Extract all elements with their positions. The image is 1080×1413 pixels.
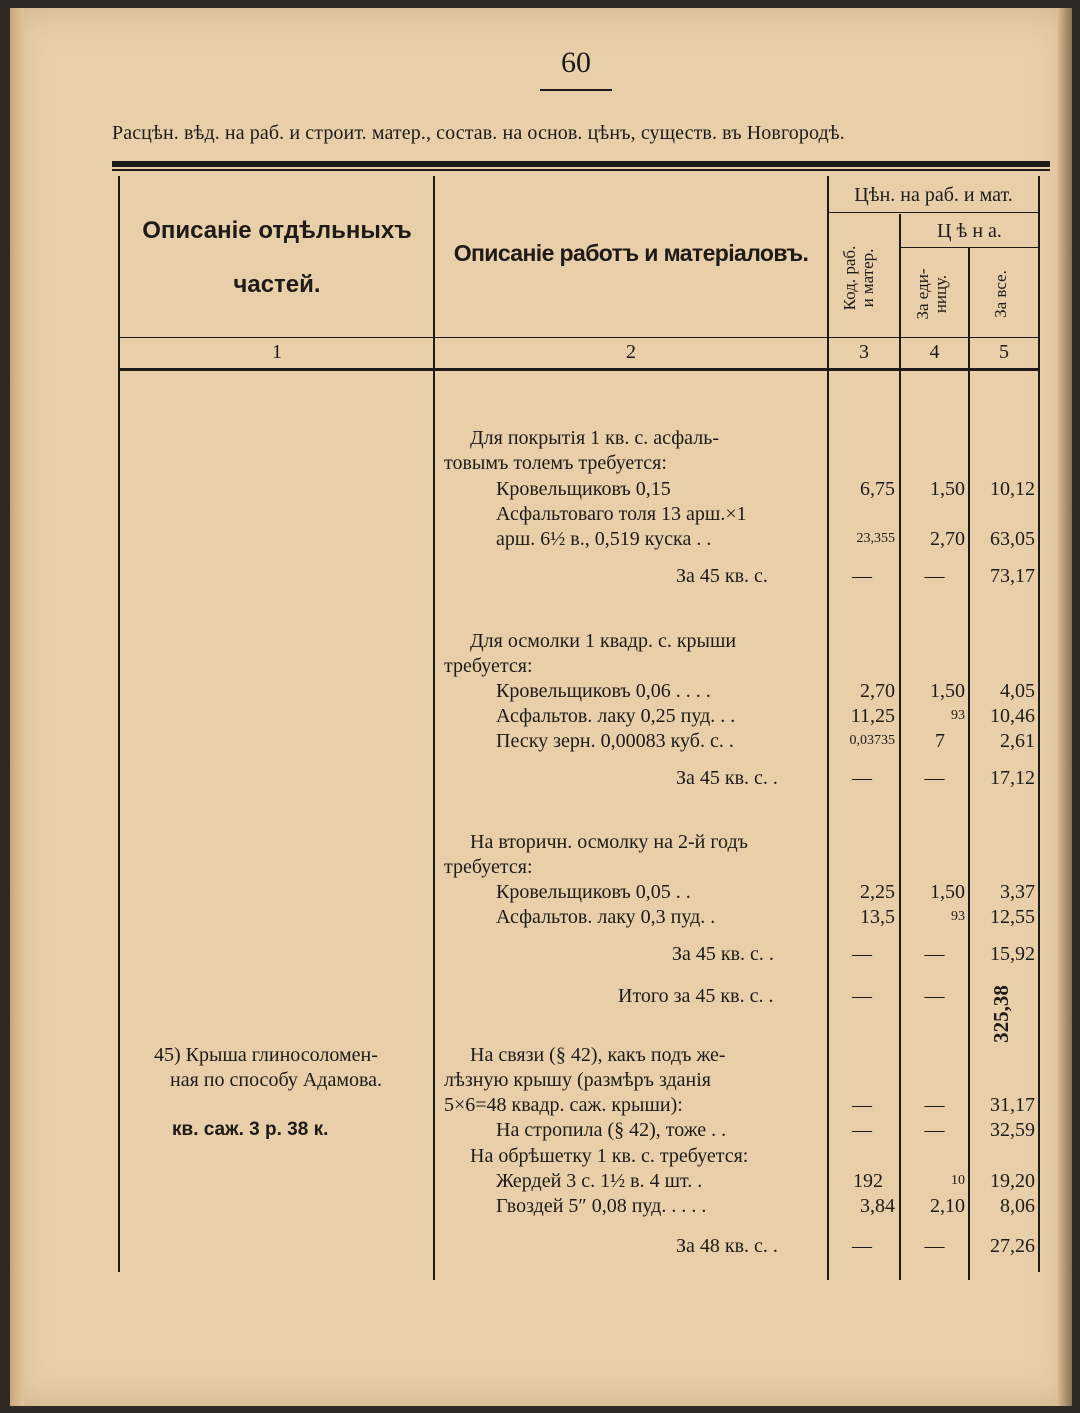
section4-line3-col4: — [924,1094,945,1116]
section4-total-col3: — [852,1235,872,1257]
section2-total-col3: — [852,767,872,789]
col4-header-line2: ницу. [931,274,950,314]
page-number: 60 [561,46,591,79]
column-divider-1-2 [433,176,435,1280]
section4-line3: 5×6=48 квадр. саж. крыши): [444,1094,683,1116]
grand-total-col3: — [852,985,872,1007]
section3-total-col4: — [924,943,945,965]
section4-line4-col3: — [852,1119,872,1141]
page-spine [10,8,24,1406]
col5-header: За все. [991,270,1010,318]
section1-title-line2: товымъ толемъ требуется: [444,452,667,474]
section4-total-col4: — [924,1235,945,1257]
col-number-4: 4 [929,341,940,363]
col4-header [914,244,954,344]
section2-row1-col5: 4,05 [1000,680,1035,702]
section4-total-col5: 27,26 [990,1235,1035,1257]
section4-row2-col4: 2,10 [930,1195,965,1217]
item45-name-line2: ная по способу Адамова. [170,1069,383,1091]
section3-row2-col5: 12,55 [990,906,1035,928]
section3-row2-label: Асфальтов. лаку 0,3 пуд. . [496,906,716,928]
section3-row2-col3: 13,5 [860,906,895,928]
section1-total-label: За 45 кв. с. [676,565,768,587]
col-number-3: 3 [859,341,869,363]
section4-row1-col4: 10 [951,1173,965,1188]
col1-header-line2: частей. [233,271,321,298]
section2-row1-col3: 2,70 [860,680,895,702]
section2-row2-label: Асфальтов. лаку 0,25 пуд. . . [496,705,736,727]
section2-total-label: За 45 кв. с. . [676,767,778,789]
section3-row1-col3: 2,25 [860,881,895,903]
section1-row2-col5: 63,05 [990,528,1035,550]
section1-row1-label: Кровельщиковъ 0,15 [496,478,671,500]
page-number-rule [540,89,612,91]
section1-total-col3: — [852,565,872,587]
header-rule-thick [112,161,1050,167]
section3-total-col5: 15,92 [990,943,1035,965]
section1-row1-col5: 10,12 [990,478,1035,500]
header-bottom-rule [120,368,1038,371]
section2-row3-col3: 0,03735 [849,733,895,748]
section4-row1-col3: 192 [853,1170,883,1192]
section4-row2-label: Гвоздей 5″ 0,08 пуд. . . . . [496,1195,707,1217]
section1-total-col4: — [924,565,945,587]
table-right-border [1038,176,1040,1272]
section1-row1-col4: 1,50 [930,478,965,500]
col-number-1: 1 [272,341,282,363]
col1-header-line1: Описаніе отдѣльныхъ [142,217,412,244]
section4-row1-col5: 19,20 [990,1170,1035,1192]
section1-row2-col3: 23,355 [856,531,895,546]
section1-title-line1: Для покрытія 1 кв. с. асфаль- [470,427,719,449]
price-group-header: Ц ѣ н а. [937,220,1002,242]
col1-header [122,214,432,302]
col4-header-line1: За еди- [913,268,932,320]
section2-row3-col4: 7 [935,730,945,752]
col3-header-line1: Код. раб. [840,245,859,311]
section4-line4: На стропила (§ 42), тоже . . [496,1119,727,1141]
running-title: Расцѣн. вѣд. на раб. и строит. матер., состав. на основ. цѣнъ, существ. въ Новгородѣ. [112,122,845,144]
section4-line1: На связи (§ 42), какъ подъ же- [470,1044,726,1066]
section4-line4-col5: 32,59 [990,1119,1035,1141]
section1-row2-label-line2: арш. 6½ в., 0,519 куска . . [496,528,712,550]
item45-name-line1: 45) Крыша глиносоломен- [154,1044,378,1066]
col3-header [841,213,881,343]
section4-line3-col5: 31,17 [990,1094,1035,1116]
section2-row3-label: Песку зерн. 0,00083 куб. с. . [496,730,734,752]
section4-row2-col5: 8,06 [1000,1195,1035,1217]
section2-total-col4: — [924,767,945,789]
table-left-border [118,176,120,1272]
col-number-2: 2 [626,341,636,363]
section1-row2-col4: 2,70 [930,528,965,550]
section2-title-line2: требуется: [444,655,533,677]
col-number-5: 5 [999,341,1009,363]
section2-row2-col5: 10,46 [990,705,1035,727]
section3-total-label: За 45 кв. с. . [672,943,774,965]
section4-total-label: За 48 кв. с. . [676,1235,778,1257]
section2-row1-col4: 1,50 [930,680,965,702]
section4-line4-col4: — [924,1119,945,1141]
section2-row2-col4: 93 [951,708,965,723]
section4-row2-col3: 3,84 [860,1195,895,1217]
section2-title-line1: Для осмолки 1 квадр. с. крыши [470,630,737,652]
section4-line2: лѣзную крышу (размѣръ зданія [444,1069,712,1091]
grand-total-col4: — [924,985,945,1007]
section2-row3-col5: 2,61 [1000,730,1035,752]
section3-title-line1: На вторичн. осмолку на 2-й годъ [470,831,748,853]
section3-row2-col4: 93 [951,909,965,924]
col3-header-line2: и матер. [858,248,877,308]
section3-total-col3: — [852,943,872,965]
section2-total-col5: 17,12 [990,767,1035,789]
section4-line5: На обрѣшетку 1 кв. с. требуется: [470,1145,749,1167]
section1-row2-label-line1: Асфальтоваго толя 13 арш.×1 [496,503,747,525]
section4-line3-col3: — [852,1094,872,1116]
section1-total-col5: 73,17 [990,565,1035,587]
section2-row1-label: Кровельщиковъ 0,06 . . . . [496,680,711,702]
section3-row1-col5: 3,37 [1000,881,1035,903]
page-edge [1058,8,1072,1406]
item45-unit-price: кв. саж. 3 р. 38 к. [172,1119,329,1140]
section4-row1-label: Жердей 3 с. 1½ в. 4 шт. . [496,1170,703,1192]
col2-header: Описаніе работъ и матеріаловъ. [453,240,809,266]
header-rule-thin [112,169,1050,171]
grand-total-label: Итого за 45 кв. с. . [618,985,774,1007]
group-header: Цѣн. на раб. и мат. [854,184,1013,206]
section2-row2-col3: 11,25 [850,705,895,727]
section3-row1-col4: 1,50 [930,881,965,903]
grand-total-col5: 325,38 [989,985,1013,1043]
section3-title-line2: требуется: [444,856,533,878]
column-number-rule [120,337,1038,338]
section3-row1-label: Кровельщиковъ 0,05 . . [496,881,691,903]
section1-row1-col3: 6,75 [860,478,895,500]
